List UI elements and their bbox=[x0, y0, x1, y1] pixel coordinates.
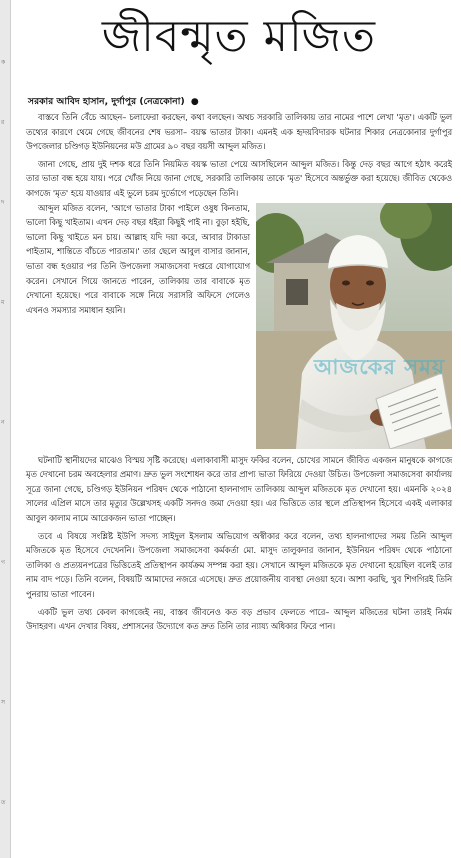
article-photo bbox=[256, 203, 452, 449]
paragraph-1: বাস্তবে তিনি বেঁচে আছেন– চলাফেরা করছেন, কথা বলছেন। অথচ সরকারি তালিকায় তার নামের পাশে লেখা 'মৃত'। একটি ভুল তথ্যের কারণে থেমে গেছে জীবনের শেষ ভরসা– বয়স্ক ভাতার টাকা। এমনই এক হৃদয়বিদারক ঘটনার শিকার নেত্রকোনার দুর্গাপুর উপজেলার চণ্ডিগড় ইউনিয়নের মউ গ্রামের ৯০ বছর বয়সী আব্দুল মজিত। bbox=[26, 112, 452, 152]
byline-marker: ● bbox=[190, 97, 199, 107]
paragraph-4: ঘটনাটি স্থানীয়দের মাঝেও বিস্ময় সৃষ্টি করেছে। এলাকাবাসী মাসুদ ফকির বলেন, চোখের সামনে জীবিত একজন মানুষকে কাগজে মৃত দেখানো চরম অবহেলার প্রমাণ। দ্রুত ভুল সংশোধন করে তার প্রাপ্য ভাতা ফিরিয়ে দেওয়া উচিত। উপজেলা সমাজসেবা কার্যালয় সূত্রে জানা গেছে, চণ্ডিগড় ইউনিয়ন পরিষদ থেকে পাঠানো হালনাগাদ তালিকায় আব্দুল মজিতকে মৃত দেখানো হয়। এমনকি ২০২৪ সালের এপ্রিল মাসে তার মৃত্যুর উল্লেখসহ একটি সনদও জমা দেওয়া হয়। এর ভিত্তিতে তার স্থলে প্রতিস্থাপন হিসেবে একই এলাকার আবুল কালাম নামে আরেকজন ভাতা পাচ্ছেন। bbox=[26, 454, 452, 523]
paragraph-6: একটি ভুল তথ্য কেবল কাগজেই নয়, বাস্তব জীবনেও কত বড় প্রভাব ফেলতে পারে– আব্দুল মজিতের ঘটনা তারই নির্মম উদাহরণ। এখন দেখার বিষয়, প্রশাসনের উদ্যোগে কত দ্রুত তিনি তার ন্যায্য অধিকার ফিরে পান। bbox=[26, 606, 452, 632]
paragraph-5: তবে এ বিষয়ে সংশ্লিষ্ট ইউপি সদস্য সাইদুল ইসলাম অভিযোগ অস্বীকার করে বলেন, তথ্য হালনাগাদের সময় তিনি আব্দুল মজিতকে মৃত হিসেবে দেখেননি। উপজেলা সমাজসেবা কর্মকর্তা মো. মাসুদ তালুকদার জানান, ইউনিয়ন পরিষদ থেকে পাঠানো তালিকা ও প্রত্যয়নপত্রের ভিত্তিতেই প্রতিস্থাপন কার্যক্রম সম্পন্ন করা হয়। সেখানে আব্দুল মজিতকে মৃত দেখানো হয়েছিল বলেই তার নাম বাদ পড়ে। তিনি বলেন, বিষয়টি আমাদের নজরে এসেছে। দ্রুত প্রয়োজনীয় ব্যবস্থা নেওয়া হবে। আশা করছি, খুব শিগগিরই তিনি পুনরায় ভাতা পাবেন। bbox=[26, 530, 452, 599]
article-body bbox=[26, 110, 452, 634]
byline bbox=[26, 94, 452, 110]
paragraph-3: আব্দুল মজিত বলেন, 'আগে ভাতার টাকা পাইলে ওষুধ কিনতাম, ভালো কিছু খাইতাম। এখন দেড় বছর ধইরা কিছুই পাই না। বুড়া হইছি, ভালো কিছু খাইতে মন চায়। আল্লাহ যদি দয়া করে, আবার টাকাডা পাইতাম, শান্তিতে বাঁচতে পারতাম।' তার ছেলে আবুল বাসার জানান, ভাতা বন্ধ হওয়ার পর তিনি উপজেলা সমাজসেবা দপ্তরে যোগাযোগ করেন। সেখানে গিয়ে জানতে পারেন, তালিকায় তার বাবাকে মৃত দেখানো হয়েছে। পরে বাবাকে সঙ্গে নিয়ে সরাসরি অফিসে গেলেও এখনও সমস্যার সমাধান হয়নি। bbox=[26, 202, 250, 315]
paragraph-2: জানা গেছে, প্রায় দুই দশক ধরে তিনি নিয়মিত বয়স্ক ভাতা পেয়ে আসছিলেন আব্দুল মজিত। কিন্তু দেড় বছর আগে হঠাৎ করেই তার ভাতা বন্ধ হয়ে যায়। পরে খোঁজ নিয়ে জানা গেছে, সরকারি তালিকায় তাকে 'মৃত' হিসেবে অন্তর্ভুক্ত করা হয়েছে। জীবিত থেকেও কাগজে 'মৃত' হয়ে যাওয়ার এই ভুলে চরম দুর্ভোগে পড়েছেন তিনি। bbox=[26, 158, 452, 198]
elderly-man-photo-icon bbox=[256, 203, 452, 449]
photo-flow-section bbox=[26, 157, 452, 453]
headline: জীবন্মৃত মজিত bbox=[101, 11, 377, 62]
watermark: আজকের সময় bbox=[314, 354, 446, 379]
news-article bbox=[26, 0, 452, 858]
byline-text: সরকার আবিদ হাসান, দুর্গাপুর (নেত্রকোনা) bbox=[28, 96, 185, 107]
adjacent-clipping-edge: ক র দ ম ন গ স ত bbox=[0, 0, 11, 858]
